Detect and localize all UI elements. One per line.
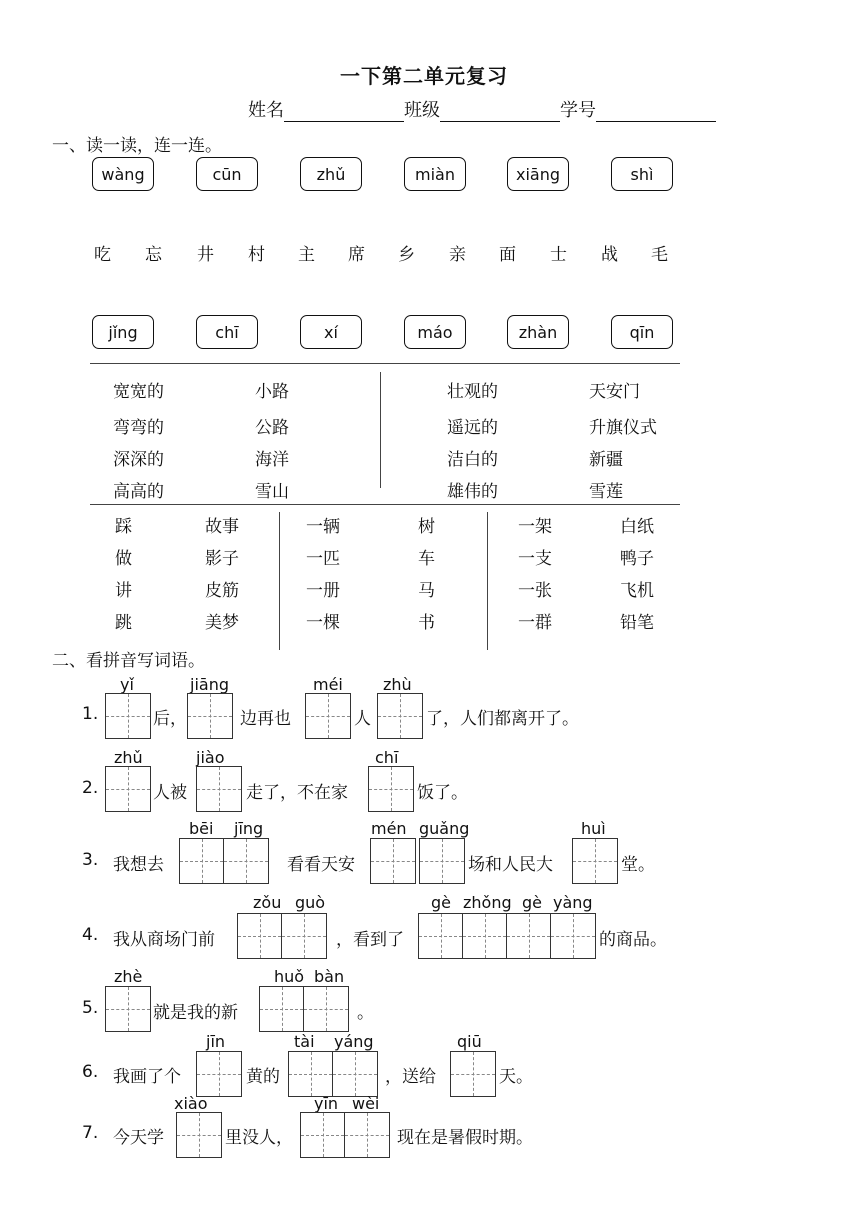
match-word[interactable]: 美梦	[205, 613, 239, 633]
writing-grid[interactable]	[196, 1051, 242, 1097]
match-word[interactable]: 宽宽的	[113, 382, 164, 402]
pinyin-label: qiū	[457, 1032, 482, 1051]
writing-grid[interactable]	[105, 986, 151, 1032]
match-word[interactable]: 一支	[518, 549, 552, 569]
question-text: 看看天安	[287, 855, 355, 875]
question-text: 堂。	[621, 855, 655, 875]
question-text: 我想去	[113, 855, 164, 875]
pinyin-label: huǒ	[274, 967, 305, 986]
character[interactable]: 主	[298, 245, 315, 265]
match-word[interactable]: 跳	[115, 613, 132, 633]
question-text: 场和人民大	[468, 855, 553, 875]
character[interactable]: 吃	[94, 245, 111, 265]
match-word[interactable]: 新疆	[589, 450, 623, 470]
class-blank[interactable]	[440, 103, 560, 122]
pinyin-label: jiào	[196, 748, 225, 767]
pinyin-label: bàn	[314, 967, 345, 986]
divider	[90, 504, 680, 505]
character[interactable]: 乡	[398, 245, 415, 265]
writing-grid[interactable]	[179, 838, 269, 884]
question-text: 天。	[499, 1067, 533, 1087]
question-text: ，看到了	[336, 930, 404, 950]
match-word[interactable]: 雪山	[255, 482, 289, 502]
writing-grid[interactable]	[196, 766, 242, 812]
question-text: 。	[357, 1003, 374, 1023]
writing-grid[interactable]	[105, 766, 151, 812]
pinyin-box[interactable]: wàng	[92, 157, 154, 191]
match-word[interactable]: 车	[418, 549, 435, 569]
match-word[interactable]: 鸭子	[620, 549, 654, 569]
pinyin-box[interactable]: miàn	[404, 157, 466, 191]
pinyin-label: yàng	[553, 893, 593, 912]
pinyin-label: zhǒng	[463, 893, 512, 912]
question-number: 4.	[82, 925, 99, 945]
pinyin-label: jīn	[206, 1032, 226, 1051]
pinyin-label: zhù	[383, 675, 412, 694]
question-text: 今天学	[113, 1128, 164, 1148]
match-word[interactable]: 皮筋	[205, 581, 239, 601]
pinyin-box[interactable]: chī	[196, 315, 258, 349]
pinyin-box[interactable]: xiāng	[507, 157, 569, 191]
match-word[interactable]: 升旗仪式	[589, 418, 657, 438]
match-word[interactable]: 海洋	[255, 450, 289, 470]
match-word[interactable]: 一张	[518, 581, 552, 601]
question-number: 6.	[82, 1062, 99, 1082]
match-word[interactable]: 遥远的	[447, 418, 498, 438]
writing-grid[interactable]	[176, 1112, 222, 1158]
match-word[interactable]: 白纸	[620, 517, 654, 537]
match-word[interactable]: 做	[115, 549, 132, 569]
pinyin-label: gè	[522, 893, 542, 912]
match-word[interactable]: 铅笔	[620, 613, 654, 633]
class-label: 班级	[404, 100, 440, 121]
student-info-row	[248, 96, 716, 122]
writing-grid[interactable]	[368, 766, 414, 812]
pinyin-label: zǒu	[253, 893, 282, 912]
question-number: 2.	[82, 778, 99, 798]
match-word[interactable]: 深深的	[113, 450, 164, 470]
character[interactable]: 村	[248, 245, 265, 265]
question-text: 的商品。	[599, 930, 667, 950]
match-word[interactable]: 一棵	[306, 613, 340, 633]
writing-grid[interactable]	[418, 913, 596, 959]
match-word[interactable]: 一册	[306, 581, 340, 601]
name-blank[interactable]	[284, 103, 404, 122]
pinyin-label: yīn	[314, 1094, 339, 1113]
question-number: 3.	[82, 850, 99, 870]
pinyin-box[interactable]: jǐng	[92, 315, 154, 349]
pinyin-box[interactable]: qīn	[611, 315, 673, 349]
match-word[interactable]: 天安门	[589, 382, 640, 402]
writing-grid[interactable]	[288, 1051, 378, 1097]
pinyin-label: jiāng	[190, 675, 229, 694]
number-blank[interactable]	[596, 103, 716, 122]
pinyin-box[interactable]: xí	[300, 315, 362, 349]
column-divider	[487, 512, 488, 650]
match-word[interactable]: 踩	[115, 517, 132, 537]
question-text: 现在是暑假时期。	[397, 1128, 533, 1148]
pinyin-label: bēi	[189, 819, 214, 838]
match-word[interactable]: 影子	[205, 549, 239, 569]
match-word[interactable]: 树	[418, 517, 435, 537]
question-text: 后，	[153, 709, 187, 729]
column-divider	[380, 372, 381, 488]
character[interactable]: 亲	[449, 245, 466, 265]
pinyin-label: huì	[581, 819, 606, 838]
divider	[90, 363, 680, 364]
question-text: 黄的	[246, 1067, 280, 1087]
question-text: 饭了。	[417, 783, 468, 803]
writing-grid[interactable]	[419, 838, 465, 884]
match-word[interactable]: 一匹	[306, 549, 340, 569]
match-word[interactable]: 壮观的	[447, 382, 498, 402]
match-word[interactable]: 一辆	[306, 517, 340, 537]
match-word[interactable]: 书	[418, 613, 435, 633]
question-text: 人	[354, 709, 371, 729]
question-text: 里没人，	[225, 1128, 293, 1148]
question-text: ，送给	[385, 1067, 436, 1087]
match-word[interactable]: 飞机	[620, 581, 654, 601]
writing-grid[interactable]	[305, 693, 351, 739]
section2-heading: 二、看拼音写词语。	[52, 651, 205, 671]
question-number: 5.	[82, 998, 99, 1018]
character[interactable]: 毛	[651, 245, 668, 265]
pinyin-box[interactable]: shì	[611, 157, 673, 191]
pinyin-label: wèi	[352, 1094, 380, 1113]
match-word[interactable]: 讲	[115, 581, 132, 601]
question-text: 边再也	[240, 709, 291, 729]
question-text: 走了，不在家	[246, 783, 348, 803]
character[interactable]: 井	[197, 245, 214, 265]
writing-grid[interactable]	[370, 838, 416, 884]
question-text: 我从商场门前	[113, 930, 215, 950]
writing-grid[interactable]	[105, 693, 151, 739]
match-word[interactable]: 小路	[255, 382, 289, 402]
column-divider	[279, 512, 280, 650]
writing-grid[interactable]	[187, 693, 233, 739]
number-label: 学号	[560, 100, 596, 121]
pinyin-label: mén	[371, 819, 407, 838]
match-word[interactable]: 故事	[205, 517, 239, 537]
question-number: 1.	[82, 704, 99, 724]
match-word[interactable]: 弯弯的	[113, 418, 164, 438]
pinyin-box[interactable]: zhàn	[507, 315, 569, 349]
question-number: 7.	[82, 1123, 99, 1143]
pinyin-label: jīng	[234, 819, 264, 838]
pinyin-label: tài	[294, 1032, 315, 1051]
writing-grid[interactable]	[572, 838, 618, 884]
pinyin-label: chī	[375, 748, 399, 767]
writing-grid[interactable]	[377, 693, 423, 739]
question-text: 了，人们都离开了。	[426, 709, 579, 729]
writing-grid[interactable]	[237, 913, 327, 959]
character[interactable]: 面	[499, 245, 516, 265]
pinyin-label: méi	[313, 675, 343, 694]
name-label: 姓名	[248, 100, 284, 121]
match-word[interactable]: 高高的	[113, 482, 164, 502]
pinyin-label: zhǔ	[114, 748, 143, 767]
match-word[interactable]: 公路	[255, 418, 289, 438]
match-word[interactable]: 雄伟的	[447, 482, 498, 502]
pinyin-label: gè	[431, 893, 451, 912]
match-word[interactable]: 一群	[518, 613, 552, 633]
match-word[interactable]: 洁白的	[447, 450, 498, 470]
pinyin-label: xiào	[174, 1094, 208, 1113]
writing-grid[interactable]	[450, 1051, 496, 1097]
writing-grid[interactable]	[259, 986, 349, 1032]
pinyin-label: zhè	[114, 967, 143, 986]
match-word[interactable]: 马	[418, 581, 435, 601]
pinyin-box[interactable]: máo	[404, 315, 466, 349]
pinyin-label: guò	[295, 893, 326, 912]
match-word[interactable]: 雪莲	[589, 482, 623, 502]
pinyin-box[interactable]: cūn	[196, 157, 258, 191]
pinyin-label: yǐ	[120, 675, 134, 694]
question-text: 人被	[153, 783, 187, 803]
character[interactable]: 席	[348, 245, 365, 265]
match-word[interactable]: 一架	[518, 517, 552, 537]
character[interactable]: 士	[550, 245, 567, 265]
page-title: 一下第二单元复习	[340, 64, 508, 88]
character[interactable]: 忘	[145, 245, 162, 265]
question-text: 我画了个	[113, 1067, 181, 1087]
section1-heading: 一、读一读，连一连。	[52, 136, 222, 156]
writing-grid[interactable]	[300, 1112, 390, 1158]
question-text: 就是我的新	[153, 1003, 238, 1023]
pinyin-label: guǎng	[419, 819, 470, 838]
pinyin-box[interactable]: zhǔ	[300, 157, 362, 191]
character[interactable]: 战	[601, 245, 618, 265]
pinyin-label: yáng	[334, 1032, 374, 1051]
